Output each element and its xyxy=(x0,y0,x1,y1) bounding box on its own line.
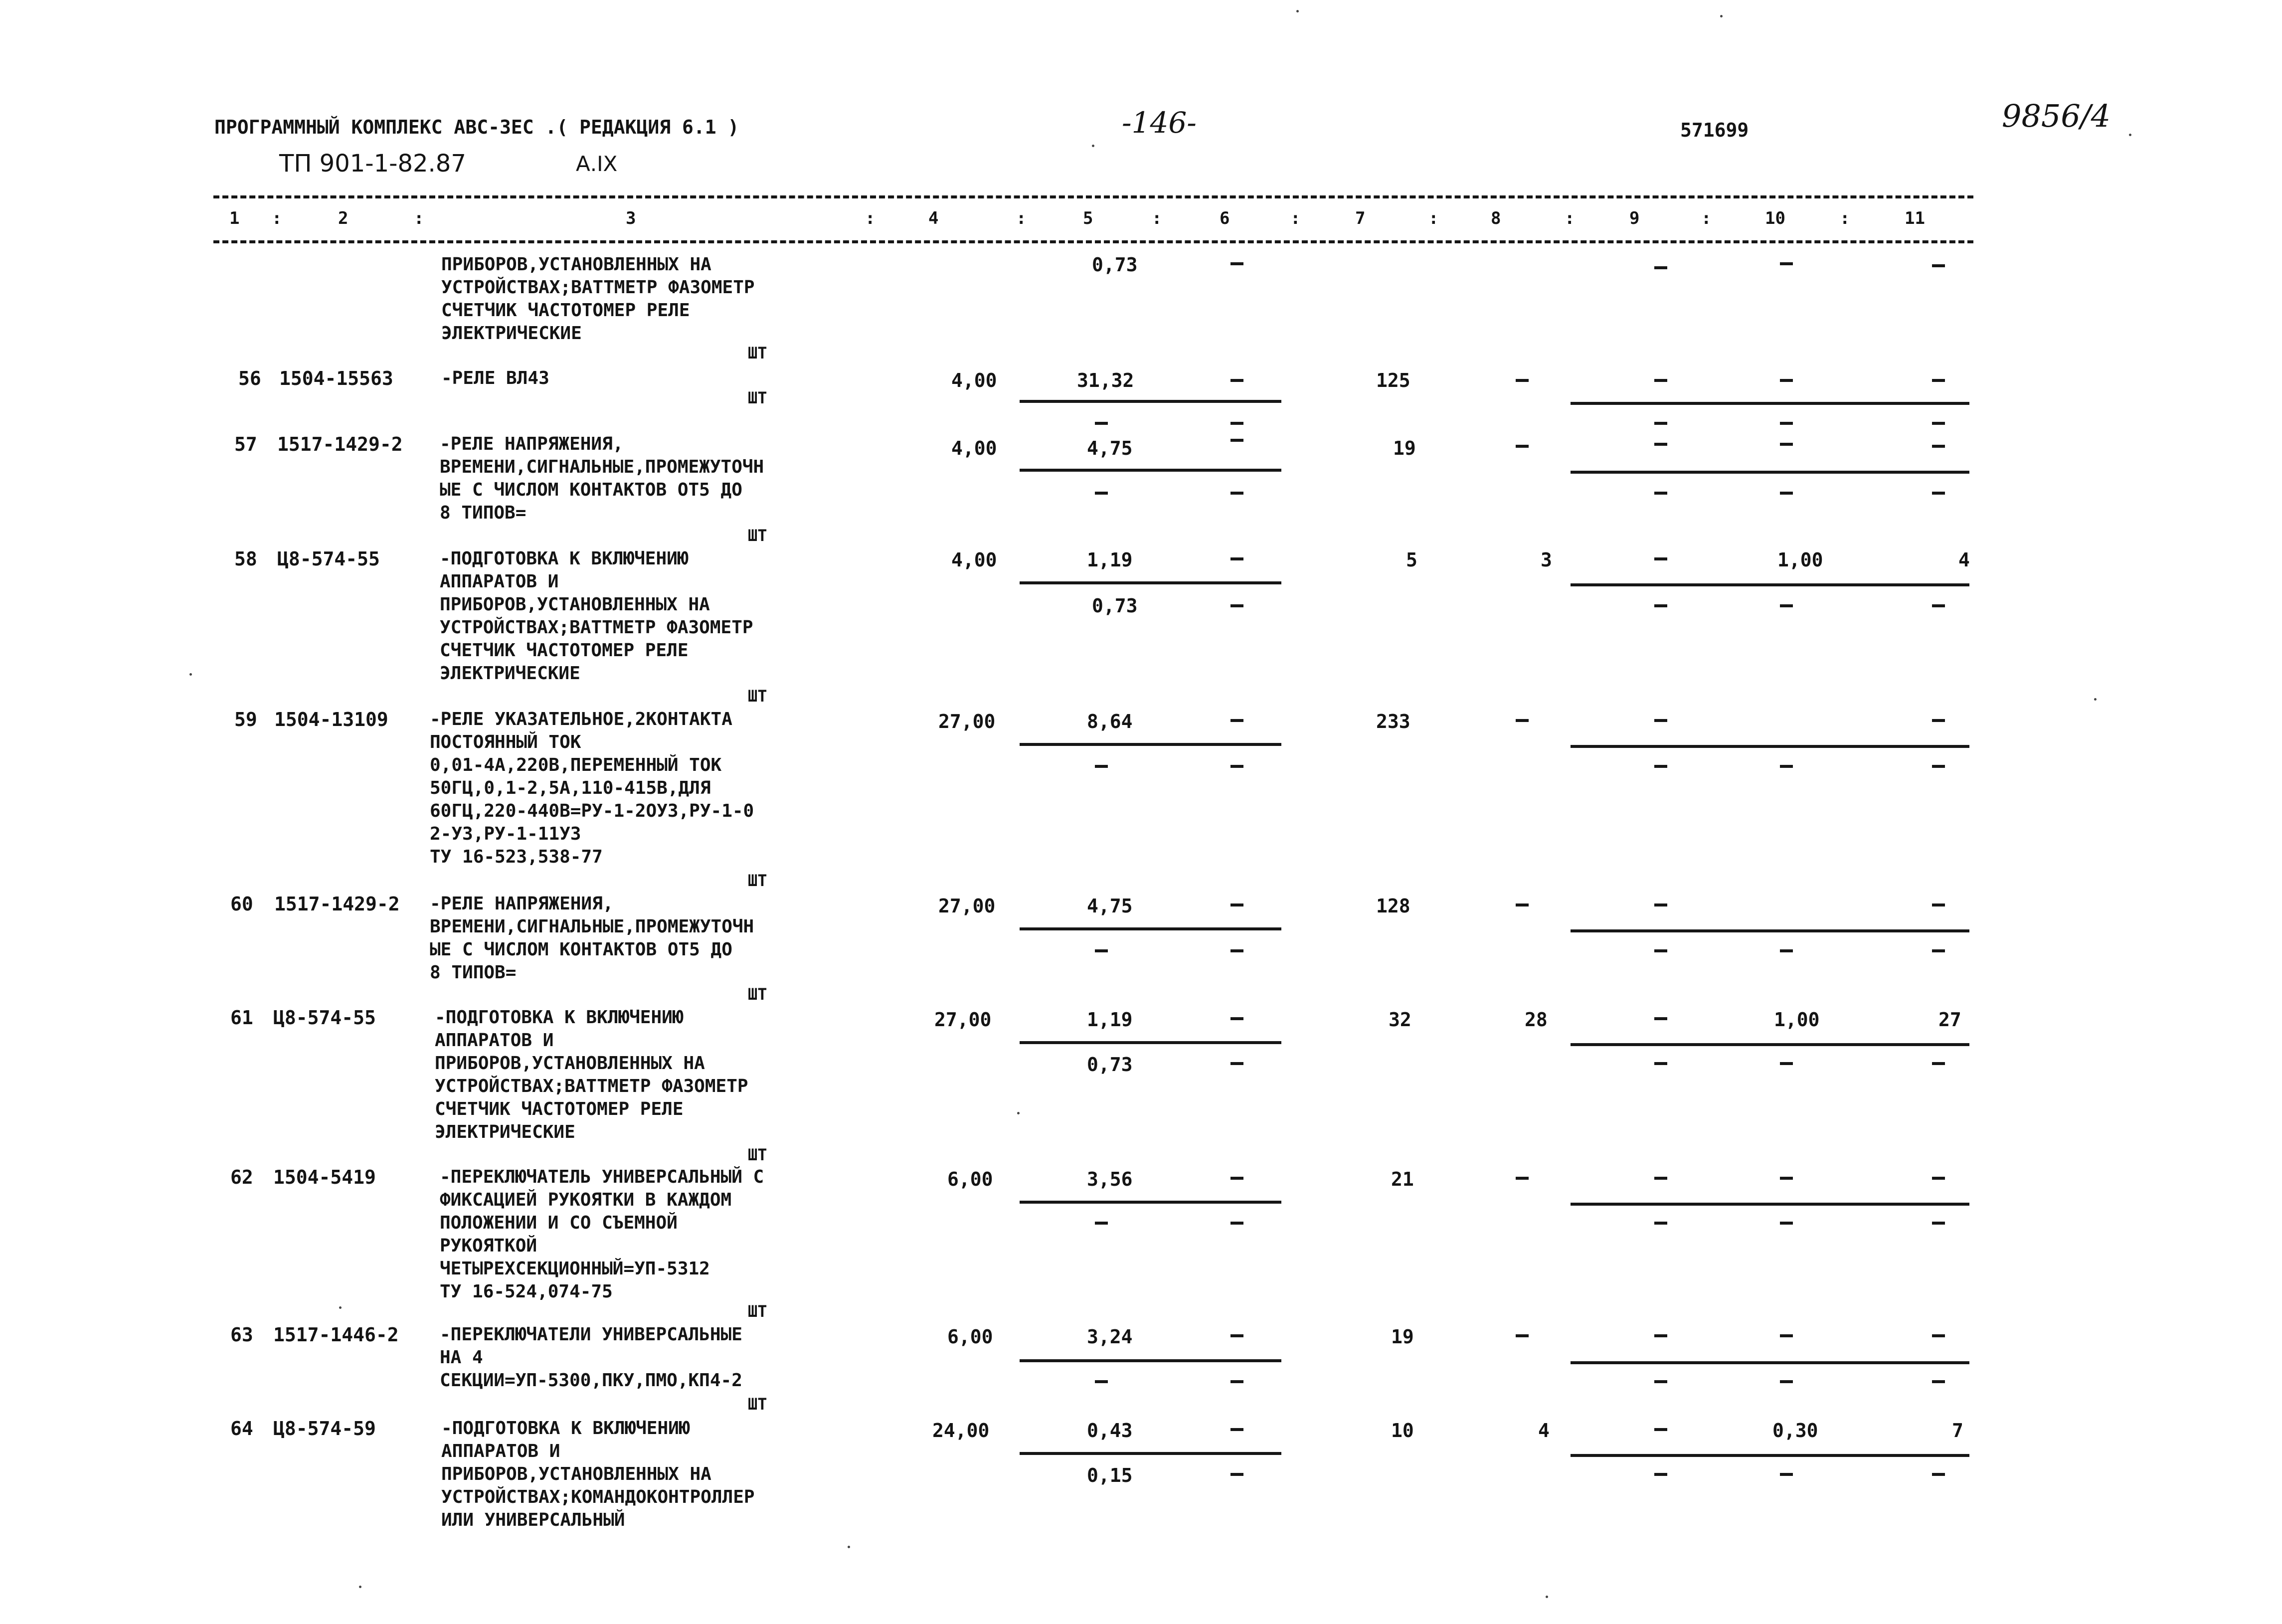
row-separator xyxy=(1020,1452,1281,1455)
item-code: Ц8-574-59 xyxy=(273,1418,376,1440)
dash-mark xyxy=(1654,492,1667,495)
value-col4: 24,00 xyxy=(932,1420,990,1442)
row-separator xyxy=(1571,583,1969,586)
column-separator: : xyxy=(272,208,282,228)
dash-mark xyxy=(1095,1222,1108,1225)
value-col7: 21 xyxy=(1391,1168,1414,1190)
column-header-3: 3 xyxy=(626,208,636,228)
dash-mark xyxy=(1780,1473,1793,1476)
value-col4: 4,00 xyxy=(951,549,997,571)
value-col5-sub: 0,73 xyxy=(1092,595,1138,617)
dash-mark xyxy=(1932,1473,1945,1476)
value-col5: 3,24 xyxy=(1087,1326,1133,1348)
row-separator xyxy=(1571,1361,1969,1364)
row-separator xyxy=(1571,1203,1969,1206)
dash-mark xyxy=(1095,1380,1108,1383)
row-separator xyxy=(1020,927,1281,930)
scan-speck xyxy=(1720,15,1723,17)
scan-speck xyxy=(1017,1112,1020,1114)
table-top-rule xyxy=(213,195,1973,198)
item-code: Ц8-574-55 xyxy=(277,548,380,570)
value-col10: 0,30 xyxy=(1772,1420,1818,1442)
dash-mark xyxy=(1095,949,1108,952)
dash-mark xyxy=(1230,765,1243,768)
item-code: 1504-5419 xyxy=(273,1166,376,1188)
dash-mark xyxy=(1780,1177,1793,1180)
dash-mark xyxy=(1780,262,1793,265)
item-code: 1517-1429-2 xyxy=(274,893,400,915)
row-separator xyxy=(1571,402,1969,405)
column-header-5: 5 xyxy=(1083,208,1093,228)
sheet-mark: 9856/4 xyxy=(2002,98,2111,134)
item-description: -ПЕРЕКЛЮЧАТЕЛИ УНИВЕРСАЛЬНЫЕ НА 4 СЕКЦИИ=УП-5300,ПКУ,ПМО,КП4-2 xyxy=(440,1324,742,1391)
dash-mark xyxy=(1095,765,1108,768)
dash-mark xyxy=(1932,1062,1945,1065)
value-col10: 1,00 xyxy=(1774,1009,1820,1031)
value-col4: 6,00 xyxy=(947,1326,993,1348)
dash-mark xyxy=(1654,765,1667,768)
unit-label: ШТ xyxy=(748,1145,767,1164)
value-col7: 32 xyxy=(1389,1009,1411,1031)
row-separator xyxy=(1020,1359,1281,1362)
value-col5: 3,56 xyxy=(1087,1168,1133,1190)
value-col4: 4,00 xyxy=(951,437,997,459)
dash-mark xyxy=(1780,379,1793,382)
row-separator xyxy=(1571,1043,1969,1046)
item-description: -РЕЛЕ ВЛ43 xyxy=(441,368,549,388)
item-description: -РЕЛЕ НАПРЯЖЕНИЯ, ВРЕМЕНИ,СИГНАЛЬНЫЕ,ПРОМЕЖУТОЧН ЫЕ С ЧИСЛОМ КОНТАКТОВ ОТ5 ДО 8 ТИПОВ= xyxy=(430,894,754,983)
row-separator xyxy=(1571,929,1969,932)
row-number: 60 xyxy=(230,893,253,915)
value-col4: 6,00 xyxy=(947,1168,993,1190)
dash-mark xyxy=(1230,1428,1243,1431)
dash-mark xyxy=(1230,557,1243,560)
column-separator: : xyxy=(1428,208,1439,228)
dash-mark xyxy=(1230,1017,1243,1020)
item-code: 1504-13109 xyxy=(274,709,388,730)
dash-mark xyxy=(1654,1177,1667,1180)
column-separator: : xyxy=(865,208,876,228)
unit-label: ШТ xyxy=(748,344,767,362)
dash-mark xyxy=(1654,1334,1667,1337)
scan-speck xyxy=(1546,1596,1548,1598)
dash-mark xyxy=(1095,492,1108,495)
dash-mark xyxy=(1932,949,1945,952)
column-header-8: 8 xyxy=(1491,208,1501,228)
dash-mark xyxy=(1230,1380,1243,1383)
dash-mark xyxy=(1516,719,1529,722)
column-header-1: 1 xyxy=(229,208,240,228)
value-col7: 10 xyxy=(1391,1420,1414,1442)
dash-mark xyxy=(1654,266,1667,269)
dash-mark xyxy=(1932,903,1945,906)
row-separator xyxy=(1571,471,1969,474)
column-separator: : xyxy=(1016,208,1027,228)
dash-mark xyxy=(1230,1177,1243,1180)
column-separator: : xyxy=(1701,208,1712,228)
value-col5: 4,75 xyxy=(1087,895,1133,917)
dash-mark xyxy=(1654,422,1667,425)
value-col5: 1,19 xyxy=(1087,549,1133,571)
dash-mark xyxy=(1230,439,1243,442)
dash-mark xyxy=(1654,903,1667,906)
row-separator xyxy=(1020,1201,1281,1204)
scan-speck xyxy=(1092,145,1094,147)
dash-mark xyxy=(1932,422,1945,425)
item-description: -РЕЛЕ НАПРЯЖЕНИЯ, ВРЕМЕНИ,СИГНАЛЬНЫЕ,ПРОМЕЖУТОЧН ЫЕ С ЧИСЛОМ КОНТАКТОВ ОТ5 ДО 8 ТИПОВ= xyxy=(440,434,764,523)
scan-speck xyxy=(2129,134,2131,136)
column-separator: : xyxy=(1290,208,1301,228)
column-header-4: 4 xyxy=(928,208,939,228)
dash-mark xyxy=(1932,445,1945,448)
dash-mark xyxy=(1780,765,1793,768)
dash-mark xyxy=(1654,949,1667,952)
dash-mark xyxy=(1516,445,1529,448)
dash-mark xyxy=(1654,1017,1667,1020)
column-separator: : xyxy=(414,208,424,228)
value-col4: 27,00 xyxy=(934,1009,992,1031)
dash-mark xyxy=(1654,1428,1667,1431)
column-header-7: 7 xyxy=(1355,208,1366,228)
dash-mark xyxy=(1230,1222,1243,1225)
row-separator xyxy=(1020,581,1281,584)
dash-mark xyxy=(1654,443,1667,446)
value-col7: 19 xyxy=(1393,437,1416,459)
dash-mark xyxy=(1654,1062,1667,1065)
value-col11: 27 xyxy=(1938,1009,1961,1031)
value-col7: 19 xyxy=(1391,1326,1414,1348)
row-number: 63 xyxy=(230,1324,253,1346)
dash-mark xyxy=(1230,949,1243,952)
value-col5: 0,43 xyxy=(1087,1420,1133,1442)
dash-mark xyxy=(1230,1062,1243,1065)
scan-speck xyxy=(189,673,192,676)
dash-mark xyxy=(1780,443,1793,446)
dash-mark xyxy=(1516,1177,1529,1180)
unit-label: ШТ xyxy=(748,388,767,407)
value-col7: 125 xyxy=(1376,369,1410,391)
value-col4: 27,00 xyxy=(938,711,996,732)
dash-mark xyxy=(1230,492,1243,495)
unit-label: ШТ xyxy=(748,871,767,890)
unit-label: ШТ xyxy=(748,1395,767,1414)
column-header-6: 6 xyxy=(1220,208,1230,228)
value-col8: 3 xyxy=(1541,549,1552,571)
item-description: ПРИБОРОВ,УСТАНОВЛЕННЫХ НА УСТРОЙСТВАХ;ВАТТМЕТР ФАЗОМЕТР СЧЕТЧИК ЧАСТОТОМЕР РЕЛЕ ЭЛЕКТРИЧЕСКИЕ xyxy=(441,254,755,344)
dash-mark xyxy=(1932,264,1945,267)
column-header-10: 10 xyxy=(1765,208,1785,228)
row-number: 61 xyxy=(230,1007,253,1029)
dash-mark xyxy=(1932,765,1945,768)
dash-mark xyxy=(1932,1222,1945,1225)
item-description: -ПЕРЕКЛЮЧАТЕЛЬ УНИВЕРСАЛЬНЫЙ С ФИКСАЦИЕЙ РУКОЯТКИ В КАЖДОМ ПОЛОЖЕНИИ И СО СЪЕМНОЙ РУКОЯТКОЙ ЧЕТЫРЕХСЕКЦИОННЫЙ=УП-5312 ТУ 16-524,074-75 xyxy=(440,1167,764,1302)
dash-mark xyxy=(1780,492,1793,495)
value-col5: 4,75 xyxy=(1087,437,1133,459)
row-separator xyxy=(1020,1041,1281,1044)
scan-speck xyxy=(848,1546,850,1548)
unit-label: ШТ xyxy=(748,1302,767,1321)
item-description: -РЕЛЕ УКАЗАТЕЛЬНОЕ,2КОНТАКТА ПОСТОЯННЫЙ ТОК 0,01-4А,220В,ПЕРЕМЕННЫЙ ТОК 50ГЦ,0,1-2,5А,110-415В,ДЛЯ 60ГЦ,220-440В=РУ-1-2ОУ3,РУ-1-0 2-У3,РУ-1-11У3 ТУ 16-523,538-77 xyxy=(430,709,754,867)
dash-mark xyxy=(1932,1334,1945,1337)
value-col4: 27,00 xyxy=(938,895,996,917)
document-number: 571699 xyxy=(1680,119,1749,141)
item-description: -ПОДГОТОВКА К ВКЛЮЧЕНИЮ АППАРАТОВ И ПРИБОРОВ,УСТАНОВЛЕННЫХ НА УСТРОЙСТВАХ;ВАТТМЕТР ФАЗОМЕТР СЧЕТЧИК ЧАСТОТОМЕР РЕЛЕ ЭЛЕКТРИЧЕСКИЕ xyxy=(440,548,753,684)
value-col7: 128 xyxy=(1376,895,1410,917)
dash-mark xyxy=(1230,903,1243,906)
dash-mark xyxy=(1780,1062,1793,1065)
dash-mark xyxy=(1654,1473,1667,1476)
dash-mark xyxy=(1780,1222,1793,1225)
value-col10: 1,00 xyxy=(1777,549,1823,571)
row-number: 64 xyxy=(230,1418,253,1440)
dash-mark xyxy=(1654,1380,1667,1383)
program-header: ПРОГРАММНЫЙ КОМПЛЕКС АВС-3ЕС .( РЕДАКЦИЯ 6.1 ) xyxy=(214,116,739,138)
column-header-11: 11 xyxy=(1905,208,1925,228)
dash-mark xyxy=(1516,903,1529,906)
dash-mark xyxy=(1932,492,1945,495)
dash-mark xyxy=(1932,604,1945,607)
value-col7: 5 xyxy=(1406,549,1417,571)
dash-mark xyxy=(1654,604,1667,607)
value-col8: 4 xyxy=(1538,1420,1550,1442)
dash-mark xyxy=(1230,422,1243,425)
dash-mark xyxy=(1780,422,1793,425)
column-separator: : xyxy=(1840,208,1850,228)
dash-mark xyxy=(1780,1334,1793,1337)
album-code: А.IХ xyxy=(576,152,618,176)
dash-mark xyxy=(1516,379,1529,382)
value-col5: 8,64 xyxy=(1087,711,1133,732)
table-header-rule xyxy=(213,240,1973,243)
dash-mark xyxy=(1780,1380,1793,1383)
value-col5: 0,73 xyxy=(1092,254,1138,276)
scan-speck xyxy=(339,1306,342,1309)
dash-mark xyxy=(1780,949,1793,952)
value-col4: 4,00 xyxy=(951,369,997,391)
row-separator xyxy=(1571,745,1969,748)
column-header-9: 9 xyxy=(1629,208,1640,228)
dash-mark xyxy=(1932,379,1945,382)
item-code: 1504-15563 xyxy=(279,367,393,389)
row-number: 62 xyxy=(230,1166,253,1188)
dash-mark xyxy=(1932,719,1945,722)
project-code: ТП 901-1-82.87 xyxy=(279,150,466,178)
row-number: 57 xyxy=(234,433,257,455)
page-number: -146- xyxy=(1122,106,1197,140)
dash-mark xyxy=(1654,719,1667,722)
value-col5-sub: 0,15 xyxy=(1087,1464,1133,1486)
value-col5-sub: 0,73 xyxy=(1087,1054,1133,1076)
row-separator xyxy=(1571,1454,1969,1457)
dash-mark xyxy=(1516,1334,1529,1337)
item-description: -ПОДГОТОВКА К ВКЛЮЧЕНИЮ АППАРАТОВ И ПРИБОРОВ,УСТАНОВЛЕННЫХ НА УСТРОЙСТВАХ;ВАТТМЕТР ФАЗОМЕТР СЧЕТЧИК ЧАСТОТОМЕР РЕЛЕ ЭЛЕКТРИЧЕСКИЕ xyxy=(435,1007,748,1142)
row-separator xyxy=(1020,400,1281,403)
item-code: 1517-1429-2 xyxy=(277,433,403,455)
dash-mark xyxy=(1932,1177,1945,1180)
dash-mark xyxy=(1230,379,1243,382)
column-header-2: 2 xyxy=(338,208,349,228)
row-number: 56 xyxy=(238,367,261,389)
value-col7: 233 xyxy=(1376,711,1410,732)
value-col11: 4 xyxy=(1958,549,1970,571)
value-col8: 28 xyxy=(1525,1009,1548,1031)
unit-label: ШТ xyxy=(748,985,767,1004)
item-description: -ПОДГОТОВКА К ВКЛЮЧЕНИЮ АППАРАТОВ И ПРИБОРОВ,УСТАНОВЛЕННЫХ НА УСТРОЙСТВАХ;КОМАНДОКОНТРОЛЛЕР ИЛИ УНИВЕРСАЛЬНЫЙ xyxy=(441,1418,755,1530)
unit-label: ШТ xyxy=(748,526,767,545)
dash-mark xyxy=(1230,1334,1243,1337)
value-col11: 7 xyxy=(1952,1420,1963,1442)
dash-mark xyxy=(1095,422,1108,425)
dash-mark xyxy=(1230,719,1243,722)
dash-mark xyxy=(1654,1222,1667,1225)
row-separator xyxy=(1020,743,1281,746)
column-separator: : xyxy=(1565,208,1575,228)
dash-mark xyxy=(1654,379,1667,382)
row-separator xyxy=(1020,469,1281,472)
dash-mark xyxy=(1780,604,1793,607)
dash-mark xyxy=(1230,604,1243,607)
item-code: 1517-1446-2 xyxy=(273,1324,399,1346)
dash-mark xyxy=(1932,1380,1945,1383)
value-col5: 1,19 xyxy=(1087,1009,1133,1031)
item-code: Ц8-574-55 xyxy=(273,1007,376,1029)
dash-mark xyxy=(1230,262,1243,265)
dash-mark xyxy=(1654,557,1667,560)
scan-speck xyxy=(2094,698,2097,701)
row-number: 58 xyxy=(234,548,257,570)
value-col5: 31,32 xyxy=(1077,369,1134,391)
row-number: 59 xyxy=(234,709,257,730)
scan-speck xyxy=(359,1586,361,1588)
column-separator: : xyxy=(1152,208,1162,228)
dash-mark xyxy=(1230,1473,1243,1476)
scan-speck xyxy=(1296,10,1299,12)
unit-label: ШТ xyxy=(748,687,767,706)
